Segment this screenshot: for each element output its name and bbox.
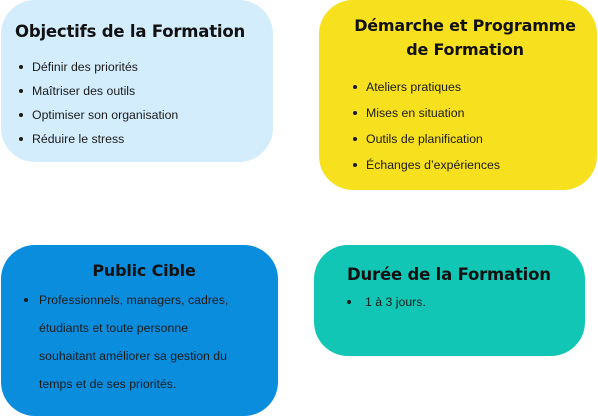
public-cible-title: Public Cible (92, 261, 196, 280)
list-item-continuation: étudiants et toute personne (39, 321, 189, 335)
demarche-title-line1: Démarche et Programme (354, 16, 576, 35)
public-cible-list (22, 286, 278, 398)
list-item: Optimiser son organisation (15, 103, 273, 127)
list-item: Professionnels, managers, cadres, (22, 286, 278, 314)
list-item: 1 à 3 jours. (347, 292, 585, 312)
demarche-card (319, 0, 597, 190)
list-item: Mises en situation (349, 100, 597, 126)
list-item-continuation: temps et de ses priorités. (39, 377, 177, 391)
list-item: Définir des priorités (15, 55, 273, 79)
duree-list (347, 292, 585, 312)
objectifs-list (15, 55, 273, 151)
list-item: Ateliers pratiques (349, 74, 597, 100)
demarche-list (349, 74, 597, 178)
list-item: Outils de planification (349, 126, 597, 152)
list-item: Réduire le stress (15, 127, 273, 151)
public-cible-card (1, 245, 278, 416)
duree-title: Durée de la Formation (347, 265, 551, 284)
objectifs-card (1, 0, 273, 162)
objectifs-title: Objectifs de la Formation (15, 22, 246, 41)
demarche-title (349, 14, 581, 62)
duree-card (314, 245, 585, 356)
demarche-title-line2: de Formation (406, 40, 524, 59)
list-item: Maîtriser des outils (15, 79, 273, 103)
list-item: Échanges d’expériences (349, 152, 597, 178)
list-item-continuation: souhaitant améliorer sa gestion du (39, 349, 227, 363)
